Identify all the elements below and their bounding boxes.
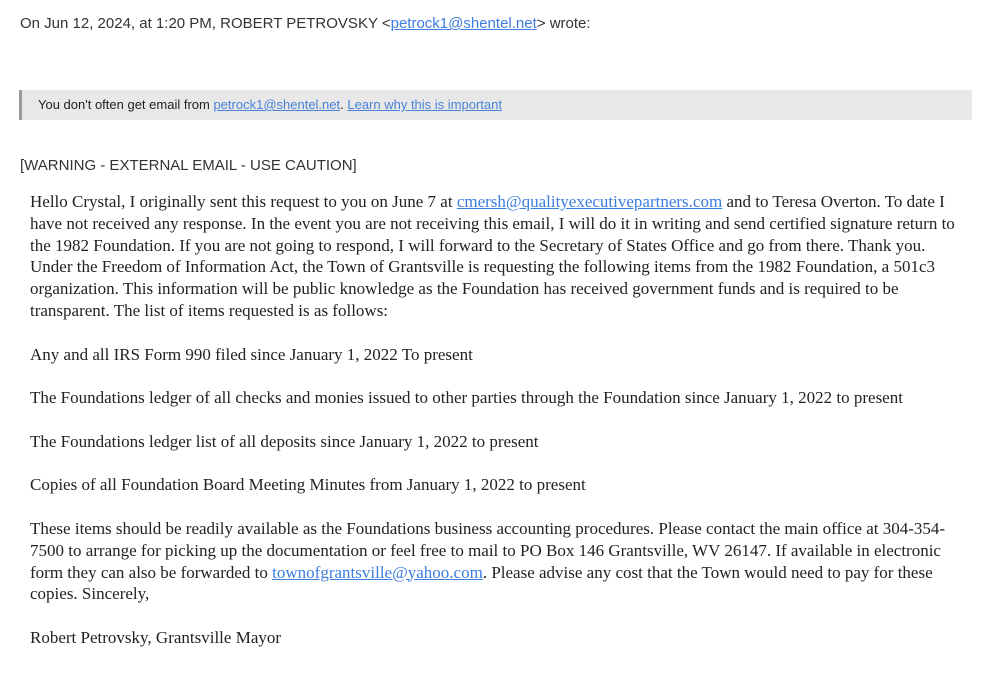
signature: Robert Petrovsky, Grantsville Mayor [30,627,282,647]
closing-text-cont: . Please advise any cost that the Town would need to pay for these copies. Sincerely, [30,562,933,604]
notice-email-link[interactable]: petrock1@shentel.net [213,97,341,112]
paragraph-closing [30,518,975,605]
request-item: The Foundations ledger of all checks and monies issued to other parties through the Foundation since January 1, 2022 to present [30,388,903,408]
closing-text: These items should be readily available as the Foundations business accounting procedures. Please contact the main office at 304-354-7500 to arrange for picking up the documentation or feel free to mail to PO Box 146 Grantsville, WV 26147. If available in electronic form they can also be forwarded to [30,518,946,582]
request-item: The Foundations ledger list of all deposits since January 1, 2022 to present [30,431,539,451]
intro-text: Hello Crystal, I originally sent this request to you on June 7 at [30,192,457,211]
notice-sep: . [340,97,348,112]
town-email-link[interactable]: townofgrantsville@yahoo.com [272,562,483,582]
external-warning: [WARNING - EXTERNAL EMAIL - USE CAUTION] [20,157,357,174]
paragraph-foia: Under the Freedom of Information Act, the Town of Grantsville is requesting the following items from the 1982 Foundation, a 501c3 organization. This information will be public knowledge as the Foundation has received government funds and is required to be transparent. The list of items requested is as follows: [30,257,935,320]
request-item: Copies of all Foundation Board Meeting Minutes from January 1, 2022 to present [30,475,586,495]
header-suffix: > wrote: [536,15,591,32]
notice-text: You don't often get email from [38,97,214,112]
header-prefix: On Jun 12, 2024, at 1:20 PM, ROBERT PETROVSKY < [20,15,391,32]
paragraph-intro [30,191,975,256]
cmersh-email-link[interactable]: cmersh@qualityexecutivepartners.com [456,192,723,211]
quote-header [20,15,591,32]
learn-why-link[interactable]: Learn why this is important [347,97,502,112]
sender-notice-banner [19,90,972,120]
sender-email-link[interactable]: petrock1@shentel.net [390,15,537,32]
request-item: Any and all IRS Form 990 filed since January 1, 2022 To present [30,344,473,364]
intro-text-cont: and to Teresa Overton. To date I have not received any response. In the event you are not receiving this email, I will do it in writing and send certified signature return to the 1982 Foundation. If you are not going to respond, I will forward to the Secretary of States Office and go from there. Thank you. [30,192,955,255]
email-body [30,191,975,649]
